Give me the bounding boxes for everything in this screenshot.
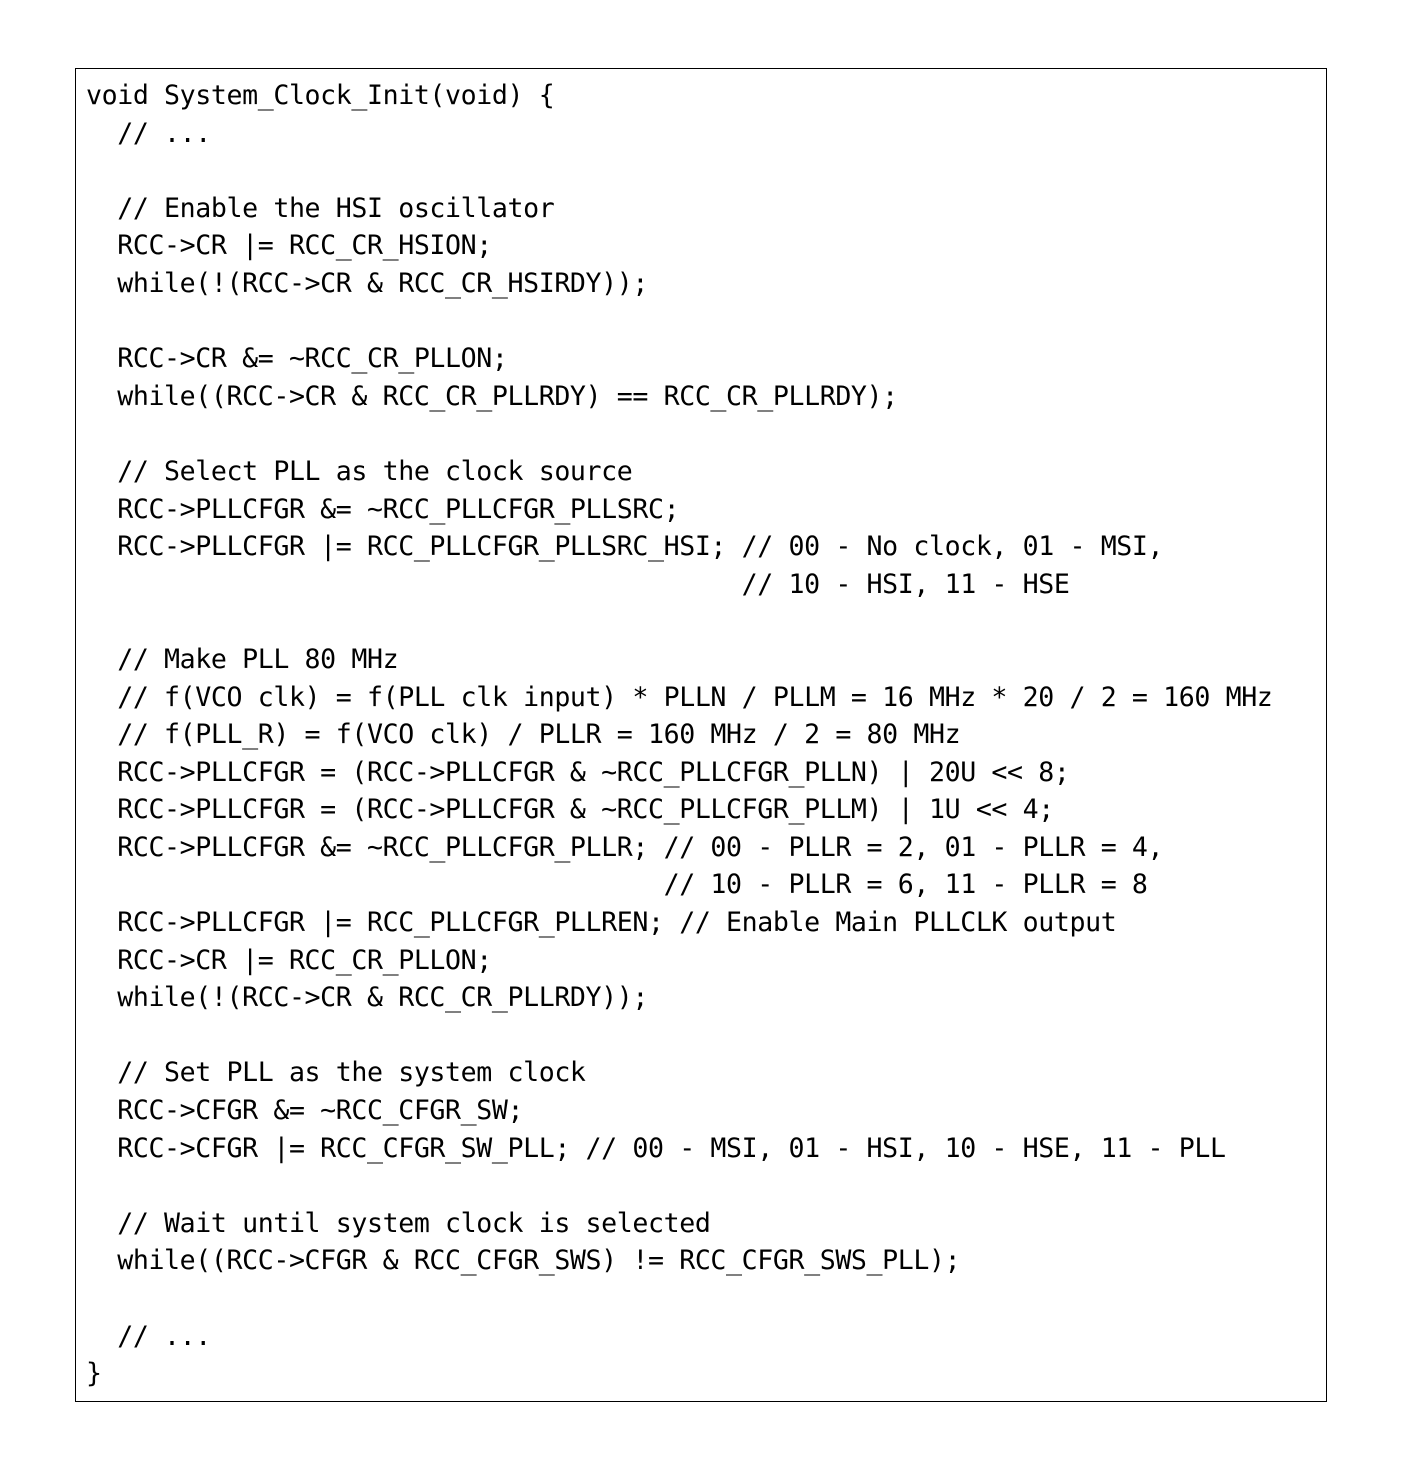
code-line: RCC->PLLCFGR |= RCC_PLLCFGR_PLLREN; // Enable Main PLLCLK output	[86, 907, 1117, 939]
code-line: }	[86, 1358, 102, 1390]
code-line: RCC->CR |= RCC_CR_HSION;	[86, 230, 492, 262]
code-line: // Wait until system clock is selected	[86, 1207, 711, 1239]
code-line	[86, 152, 1272, 190]
code-line: RCC->PLLCFGR = (RCC->PLLCFGR & ~RCC_PLLCFGR_PLLM) | 1U << 4;	[86, 794, 1054, 826]
code-line: RCC->CR &= ~RCC_CR_PLLON;	[86, 343, 508, 375]
code-line: // Set PLL as the system clock	[86, 1057, 586, 1089]
code-line	[86, 1280, 1272, 1318]
code-line: // ...	[86, 117, 211, 149]
code-line: RCC->PLLCFGR = (RCC->PLLCFGR & ~RCC_PLLCFGR_PLLN) | 20U << 8;	[86, 756, 1070, 788]
code-line: RCC->CFGR |= RCC_CFGR_SW_PLL; // 00 - MSI, 01 - HSI, 10 - HSE, 11 - PLL	[86, 1132, 1226, 1164]
code-line	[86, 1167, 1272, 1205]
code-line	[86, 415, 1272, 453]
code-line	[86, 1017, 1272, 1055]
code-line: RCC->CFGR &= ~RCC_CFGR_SW;	[86, 1095, 524, 1127]
code-line: while((RCC->CR & RCC_CR_PLLRDY) == RCC_CR_PLLRDY);	[86, 380, 898, 412]
code-line: // f(VCO clk) = f(PLL clk input) * PLLN / PLLM = 16 MHz * 20 / 2 = 160 MHz	[86, 681, 1273, 713]
code-line: RCC->PLLCFGR &= ~RCC_PLLCFGR_PLLSRC;	[86, 493, 680, 525]
code-line: // 10 - PLLR = 6, 11 - PLLR = 8	[86, 869, 1148, 901]
code-line: RCC->PLLCFGR |= RCC_PLLCFGR_PLLSRC_HSI; // 00 - No clock, 01 - MSI,	[86, 531, 1164, 563]
code-line: // Make PLL 80 MHz	[86, 643, 399, 675]
code-line: RCC->CR |= RCC_CR_PLLON;	[86, 944, 492, 976]
code-line: // f(PLL_R) = f(VCO clk) / PLLR = 160 MHz / 2 = 80 MHz	[86, 719, 961, 751]
code-line: while(!(RCC->CR & RCC_CR_PLLRDY));	[86, 982, 648, 1014]
code-line	[86, 303, 1272, 341]
code-line: while((RCC->CFGR & RCC_CFGR_SWS) != RCC_CFGR_SWS_PLL);	[86, 1245, 961, 1277]
code-line: // Enable the HSI oscillator	[86, 192, 555, 224]
code-line: void System_Clock_Init(void) {	[86, 80, 555, 111]
code-listing-box	[75, 68, 1327, 1402]
code-line: // Select PLL as the clock source	[86, 455, 633, 487]
code-line: while(!(RCC->CR & RCC_CR_HSIRDY));	[86, 267, 648, 299]
code-line: RCC->PLLCFGR &= ~RCC_PLLCFGR_PLLR; // 00 - PLLR = 2, 01 - PLLR = 4,	[86, 831, 1164, 863]
code-line	[86, 603, 1272, 641]
code-listing	[86, 77, 1272, 1393]
code-line: // ...	[86, 1320, 211, 1352]
code-line: // 10 - HSI, 11 - HSE	[86, 568, 1070, 600]
